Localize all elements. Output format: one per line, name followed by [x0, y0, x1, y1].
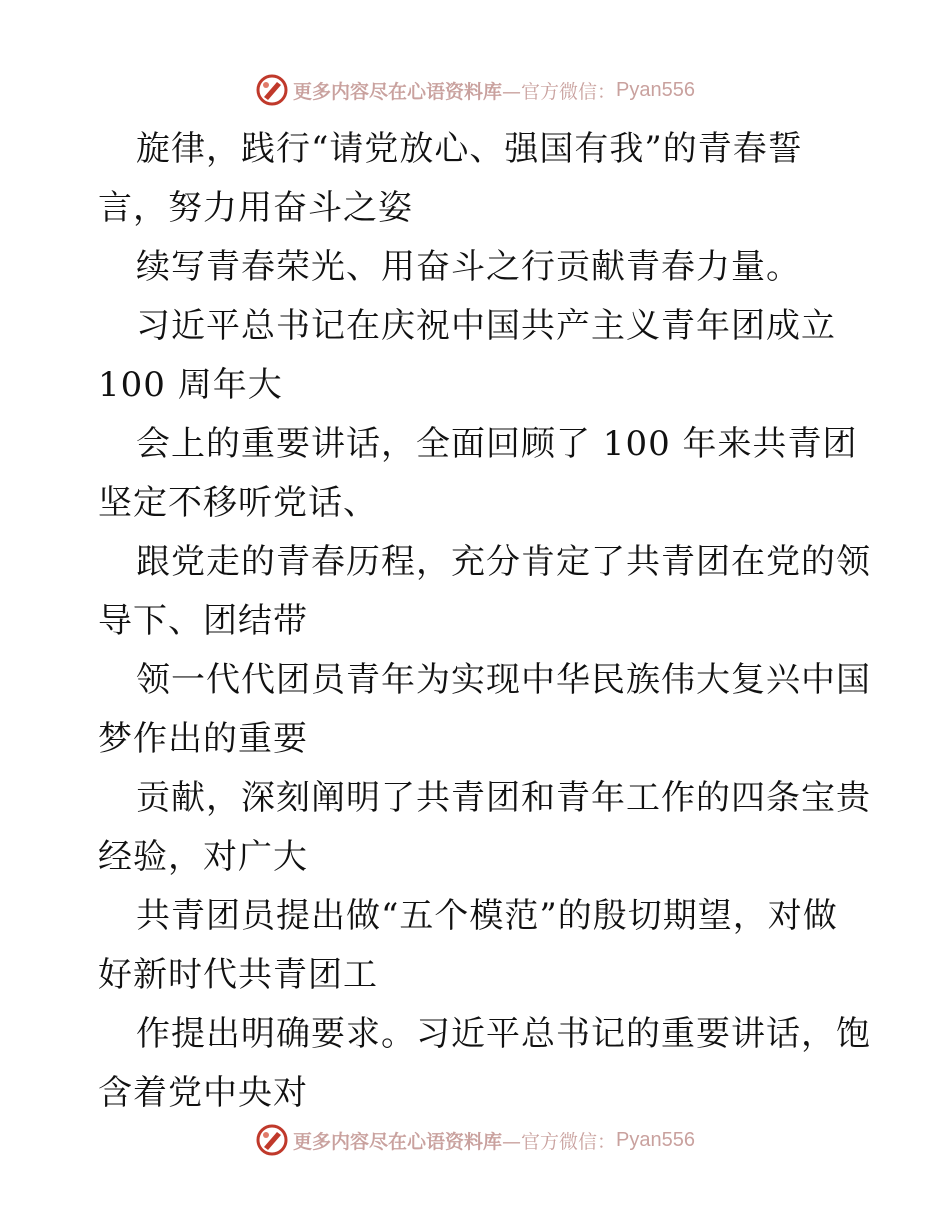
logo-icon: [255, 1123, 289, 1157]
text-line: 跟党走的青春历程，充分肯定了共青团在党的领: [136, 542, 871, 582]
text-line: 言，努力用奋斗之姿: [98, 188, 413, 228]
text-line: 领一代代团员青年为实现中华民族伟大复兴中国: [136, 660, 871, 700]
banner-wechat-id: Pyan556: [616, 1128, 695, 1151]
footer-watermark-banner: [0, 1120, 950, 1160]
text-line: 含着党中央对: [98, 1073, 308, 1113]
banner-site-name: 更多内容尽在心语资料库: [293, 80, 503, 103]
text-line: 共青团员提出做“五个模范”的殷切期望，对做: [136, 896, 838, 936]
text-line: 旋律，践行“请党放心、强国有我”的青春誓: [136, 129, 803, 169]
text-line: 好新时代共青团工: [98, 955, 378, 995]
banner-official-label: —官方微信：: [502, 80, 617, 103]
text-line: 经验，对广大: [98, 837, 308, 877]
logo-icon: [255, 73, 289, 107]
banner-site-name: 更多内容尽在心语资料库: [293, 1130, 503, 1153]
text-line: 习近平总书记在庆祝中国共产主义青年团成立: [136, 306, 836, 346]
text-line: 100 周年大: [98, 365, 283, 405]
text-line: 导下、团结带: [98, 601, 308, 641]
text-line: 续写青春荣光、用奋斗之行贡献青春力量。: [136, 247, 801, 287]
header-watermark-banner: [0, 70, 950, 110]
document-body: [98, 120, 871, 1123]
text-line: 梦作出的重要: [98, 719, 308, 759]
text-line: 会上的重要讲话，全面回顾了 100 年来共青团: [136, 424, 858, 464]
text-line: 坚定不移听党话、: [98, 483, 378, 523]
banner-official-label: —官方微信：: [502, 1130, 617, 1153]
banner-wechat-id: Pyan556: [616, 78, 695, 101]
text-line: 贡献，深刻阐明了共青团和青年工作的四条宝贵: [136, 778, 871, 818]
text-line: 作提出明确要求。习近平总书记的重要讲话，饱: [136, 1014, 871, 1054]
